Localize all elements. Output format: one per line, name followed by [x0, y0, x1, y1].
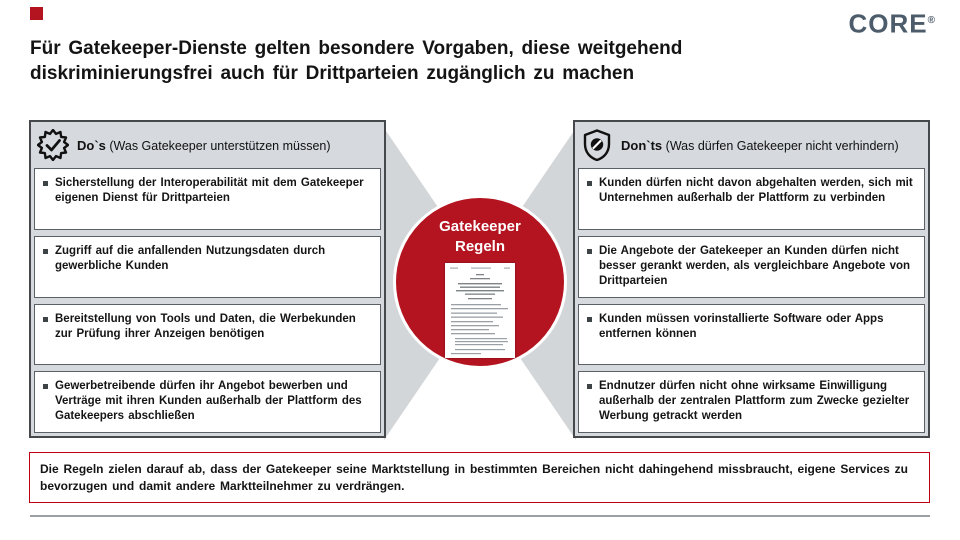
donts-item-3: [578, 304, 925, 366]
square-bullet-icon: [587, 384, 592, 389]
square-bullet-icon: [587, 249, 592, 254]
footer-divider: [30, 515, 930, 517]
registered-trademark-symbol: ®: [927, 15, 935, 26]
donts-item-1: [578, 168, 925, 230]
donts-items: [578, 168, 925, 433]
square-bullet-icon: [587, 317, 592, 322]
dos-panel: [29, 120, 386, 438]
dos-panel-title-bold: Do`s: [77, 137, 106, 153]
dos-item-2-text: Zugriff auf die anfallenden Nutzungsdaten durch gewerbliche Kunden: [55, 244, 326, 272]
dos-item-1: [34, 168, 381, 230]
slide-title-line1: Für Gatekeeper-Dienste gelten besondere Vorgaben, diese weitgehend: [30, 38, 683, 59]
square-bullet-icon: [43, 181, 48, 186]
dos-item-2: [34, 236, 381, 298]
square-bullet-icon: [43, 249, 48, 254]
donts-item-4-text: Endnutzer dürfen nicht ohne wirksame Einwilligung außerhalb der zentralen Plattform zum Zwecke gezielter Werbung getrackt werden: [599, 380, 910, 423]
slide-title: [30, 36, 750, 86]
square-bullet-icon: [43, 317, 48, 322]
dos-item-4-text: Gewerbetreibende dürfen ihr Angebot bewerben und Verträge mit ihren Kunden außerhalb der Plattform des Gatekeepers abschließen: [55, 380, 362, 423]
core-logo-text: CORE: [848, 8, 928, 39]
dos-panel-title: [77, 138, 331, 153]
donts-panel: [573, 120, 930, 438]
donts-panel-header: [578, 122, 925, 168]
gatekeeper-rules-label-line2: Regeln: [454, 238, 505, 255]
slide-title-line2: diskriminierungsfrei auch für Drittparteien zugänglich zu machen: [30, 63, 635, 84]
dos-panel-header: [34, 122, 381, 168]
dos-items: [34, 168, 381, 433]
donts-item-3-text: Kunden müssen vorinstallierte Software oder Apps entfernen können: [599, 312, 884, 340]
donts-panel-title-rest: (Was dürfen Gatekeeper nicht verhindern): [665, 138, 899, 153]
summary-box: [29, 452, 930, 503]
donts-panel-title: [621, 138, 899, 153]
gatekeeper-rules-circle: [393, 195, 567, 369]
square-bullet-icon: [43, 384, 48, 389]
regulation-document-image: [445, 263, 515, 358]
gatekeeper-rules-label-line1: Gatekeeper: [439, 218, 521, 235]
donts-item-2-text: Die Angebote der Gatekeeper an Kunden dürfen nicht besser gerankt werden, als vergleichbare Angebote von Drittparteien: [599, 244, 911, 287]
shield-block-icon: [581, 129, 613, 161]
dos-panel-title-rest: (Was Gatekeeper unterstützen müssen): [109, 138, 331, 153]
gatekeeper-rules-label: [396, 217, 564, 257]
seal-check-icon: [37, 129, 69, 161]
square-bullet-icon: [587, 181, 592, 186]
donts-panel-title-bold: Don`ts: [621, 137, 663, 153]
summary-text: Die Regeln zielen darauf ab, dass der Gatekeeper seine Marktstellung in bestimmten Bereichen nicht dahingehend missbraucht, eigene Services zu bevorzugen und damit andere Marktteilnehmer zu verdrängen.: [40, 461, 908, 493]
donts-item-4: [578, 371, 925, 433]
dos-item-3-text: Bereitstellung von Tools und Daten, die Werbekunden zur Prüfung ihrer Anzeigen benötigen: [55, 312, 356, 340]
dos-item-3: [34, 304, 381, 366]
dos-item-1-text: Sicherstellung der Interoperabilität mit dem Gatekeeper eigenen Dienst für Drittparteien: [55, 177, 364, 204]
donts-item-2: [578, 236, 925, 298]
core-logo: [849, 8, 936, 37]
donts-item-1-text: Kunden dürfen nicht davon abgehalten werden, sich mit Unternehmen außerhalb der Plattform zu verbinden: [599, 177, 913, 204]
core-logo-square: [30, 7, 43, 20]
dos-item-4: [34, 371, 381, 433]
